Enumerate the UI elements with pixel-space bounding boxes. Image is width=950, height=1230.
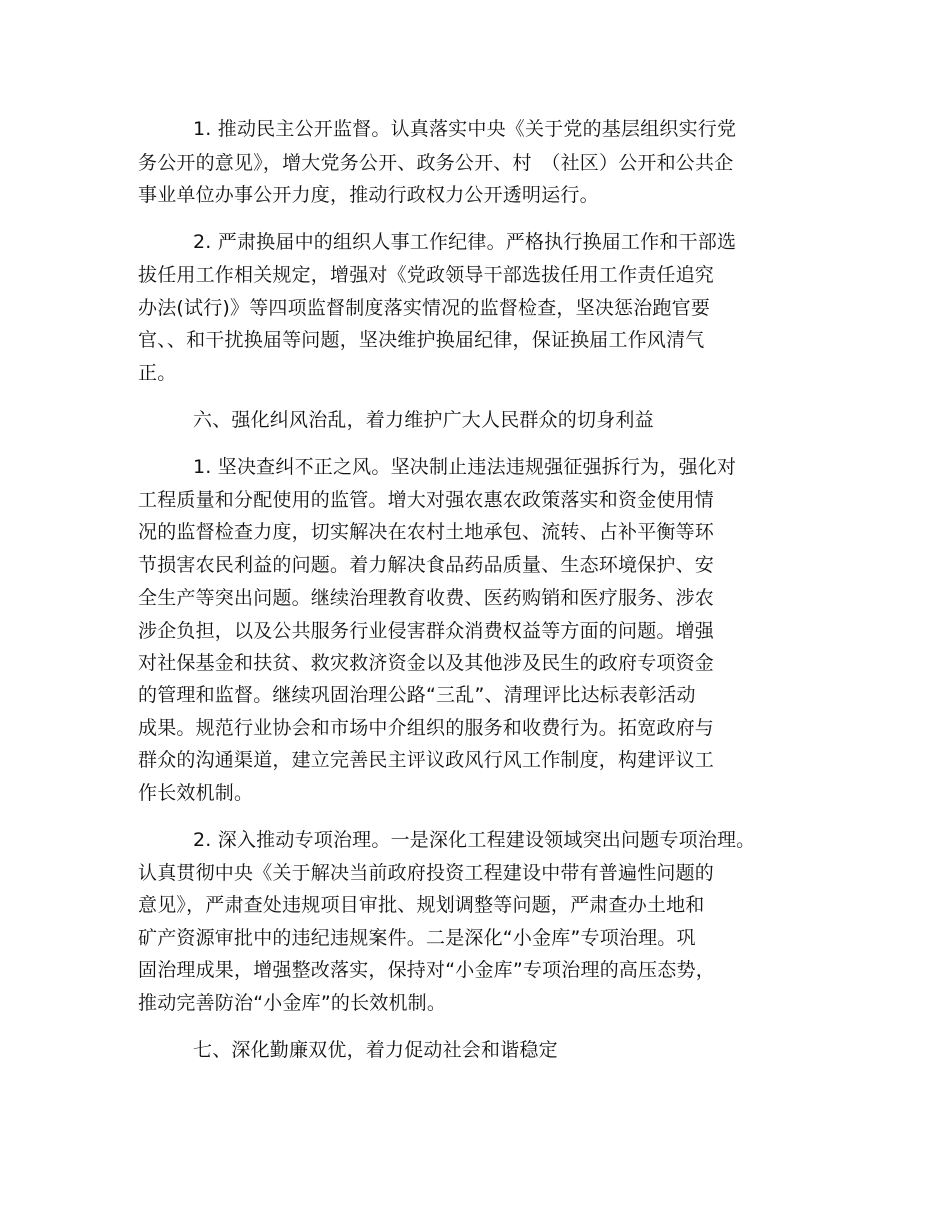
text-line: 推动完善防治“小金库”的长效机制。: [138, 992, 447, 1014]
text-line: 2. 深入推动专项治理。一是深化工程建设领域突出问题专项治理。: [193, 829, 756, 851]
text-line: 节损害农民利益的问题。着力解决食品药品质量、生态环境保护、安: [138, 554, 715, 576]
text-line: 群众的沟通渠道，建立完善民主评议政风行风工作制度，构建评议工: [138, 749, 715, 771]
text-line: 官、、和干扰换届等问题，坚决维护换届纪律，保证换届工作风清气: [138, 329, 705, 351]
text-line: 1. 推动民主公开监督。认真落实中央《关于党的基层组织实行党: [193, 118, 737, 140]
text-line: 全生产等突出问题。继续治理教育收费、医药购销和医疗服务、涉农: [138, 587, 715, 609]
text-line: 务公开的意见》，增大党务公开、政务公开、村 （社区）公开和公共企: [138, 152, 734, 174]
text-line: 工程质量和分配使用的监管。增大对强农惠农政策落实和资金使用情: [138, 489, 715, 511]
text-line: 固治理成果，增强整改落实，保持对“小金库”专项治理的高压态势，: [138, 959, 715, 981]
text-line: 对社保基金和扶贫、救灾救济资金以及其他涉及民生的政府专项资金: [138, 652, 715, 674]
text-line: 正。: [138, 362, 177, 384]
text-line: 事业单位办事公开力度，推动行政权力公开透明运行。: [138, 184, 599, 206]
text-line: 成果。规范行业协会和市场中介组织的服务和收费行为。拓宽政府与: [138, 717, 715, 739]
text-line: 矿产资源审批中的违纪违规案件。二是深化“小金库”专项治理。巩: [138, 927, 696, 949]
heading-text: 七、深化勤廉双优，着力促动社会和谐稳定: [193, 1039, 558, 1061]
text-line: 作长效机制。: [138, 782, 254, 804]
text-line: 1. 坚决查纠不正之风。坚决制止违法违规强征强拆行为，强化对: [193, 456, 737, 478]
text-line: 认真贯彻中央《关于解决当前政府投资工程建设中带有普遍性问题的: [138, 862, 715, 884]
heading-text: 六、强化纠风治乱，着力维护广大人民群众的切身利益: [193, 409, 654, 431]
text-line: 2. 严肃换届中的组织人事工作纪律。严格执行换届工作和干部选: [193, 231, 737, 253]
text-line: 涉企负担，以及公共服务行业侵害群众消费权益等方面的问题。增强: [138, 620, 715, 642]
text-line: 拔任用工作相关规定，增强对《党政领导干部选拔任用工作责任追究: [138, 264, 715, 286]
text-line: 的管理和监督。继续巩固治理公路“三乱”、清理评比达标表彰活动: [138, 684, 696, 706]
text-line: 况的监督检查力度，切实解决在农村土地承包、流转、占补平衡等环: [138, 521, 715, 543]
text-line: 办法(试行)》等四项监督制度落实情况的监督检查，坚决惩治跑官要: [138, 297, 711, 319]
text-line: 意见》，严肃查处违规项目审批、规划调整等问题，严肃查办土地和: [138, 894, 705, 916]
